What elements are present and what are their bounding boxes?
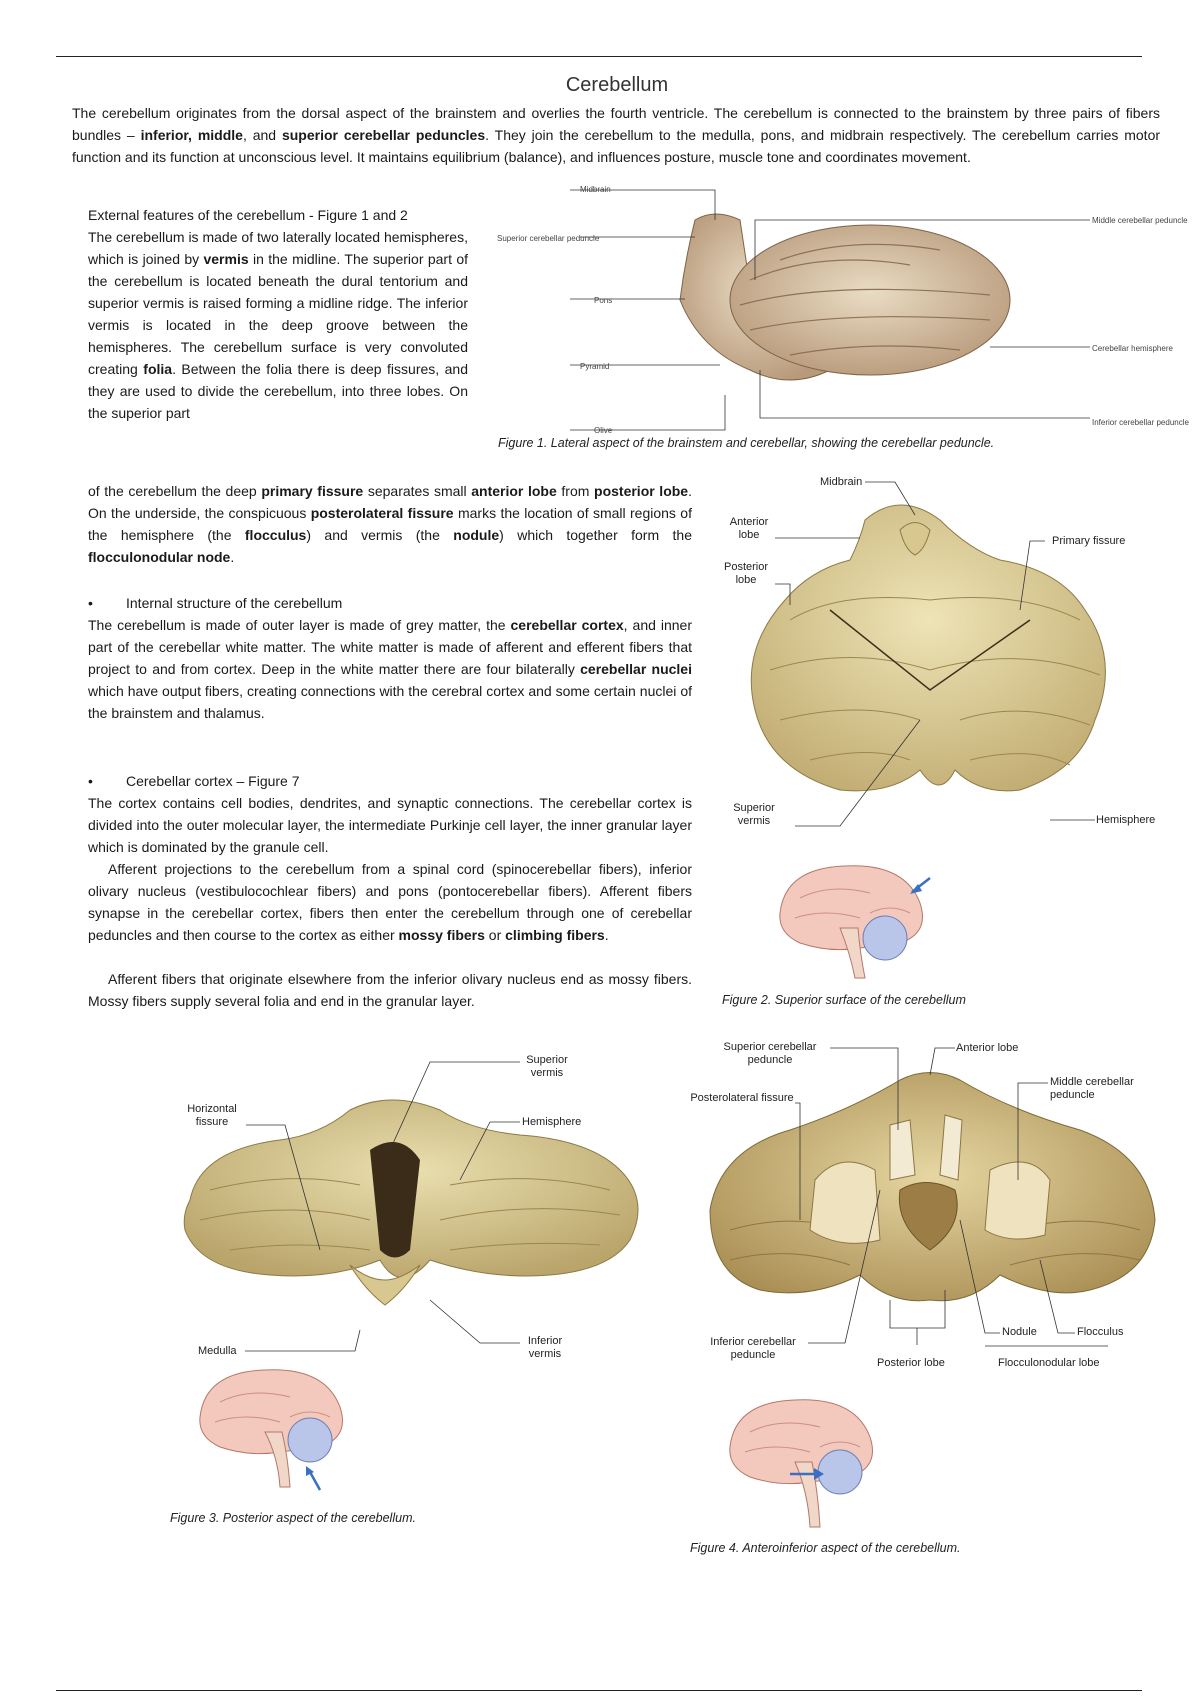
fig4-label-nodule: Nodule <box>1002 1326 1037 1338</box>
text: . Between the folia there is deep fissures, and they are used to divide the cerebellum, into three lobes. On the superior part <box>88 361 468 421</box>
text: or <box>484 927 506 943</box>
fig2-label-posterior-lobe: Posterior lobe <box>723 561 769 586</box>
intro-text: , and <box>242 127 282 143</box>
fig3-label-horizontal-fissure: Horizontal fissure <box>187 1103 237 1128</box>
text: which have output fibers, creating connections with the cerebral cortex and some certain nuclei of the brainstem and thalamus. <box>88 683 692 721</box>
term: anterior lobe <box>471 483 557 499</box>
fig3-label-superior-vermis: Superior vermis <box>526 1054 568 1079</box>
figure-4-caption: Figure 4. Anteroinferior aspect of the cerebellum. <box>690 1541 961 1555</box>
fig3-label-hemisphere: Hemisphere <box>522 1116 582 1128</box>
intro-text: The cerebellum originates from the dorsal aspect of the brainstem and overlies the fourth ventricle. The cerebellum is connected to the brainstem by three pairs of fibers bundles – <box>72 105 1160 143</box>
fig1-label-midbrain: Midbrain <box>580 185 611 194</box>
fig3-label-inferior-vermis: Inferior vermis <box>527 1335 563 1360</box>
fig1-label-pons: Pons <box>594 296 613 305</box>
text: The cerebellum is made of outer layer is made of grey matter, the <box>88 617 511 633</box>
term-folia: folia <box>143 361 173 377</box>
term: mossy fibers <box>398 927 485 943</box>
internal-heading-text: Internal structure of the cerebellum <box>126 595 343 611</box>
text: . <box>604 927 609 943</box>
cortex-paragraph-1: The cortex contains cell bodies, dendrites, and synaptic connections. The cerebellar cortex is divided into the outer molecular layer, the intermediate Purkinje cell layer, the inner granular layer which is dominated by the granule cell. <box>88 795 692 855</box>
intro-term-superior: superior cerebellar peduncles <box>281 127 486 143</box>
term: flocculus <box>244 527 307 543</box>
text: ) and vermis (the <box>306 527 454 543</box>
text: from <box>556 483 595 499</box>
fig2-label-superior-vermis: Superior vermis <box>733 802 775 827</box>
fig4-label-flocculus: Flocculus <box>1077 1326 1124 1338</box>
fig4-label-superior-peduncle: Superior cerebellar peduncle <box>723 1041 817 1066</box>
text: The cerebellum is made of two laterally located hemispheres, which is joined by <box>88 229 468 267</box>
fig4-label-middle-peduncle: Middle cerebellar peduncle <box>1050 1076 1134 1101</box>
intro-text: . They join the cerebellum to the medulla, pons, and midbrain respectively. The cerebellum carries motor function and its function at unconscious level. It maintains equilibrium (balance), and influences posture, muscle tone and coordinates movement. <box>72 127 1161 165</box>
page-title: Cerebellum <box>565 74 669 96</box>
figure-3-caption: Figure 3. Posterior aspect of the cerebellum. <box>170 1511 416 1525</box>
term-vermis: vermis <box>203 251 249 267</box>
figure-4-orientation-brain <box>720 1392 890 1532</box>
fig2-label-hemisphere: Hemisphere <box>1096 814 1156 826</box>
term: climbing fibers <box>505 927 605 943</box>
cortex-paragraph-3: Afferent fibers that originate elsewhere from the inferior olivary nucleus end as mossy fibers. Mossy fibers supply several folia and end in the granular layer. <box>88 971 692 1009</box>
text: , and inner part of the cerebellar white matter. The white matter is made of afferent and efferent fibers that project to and from cortex. Deep in the white matter there are four bilaterally <box>88 617 692 677</box>
term: posterior lobe <box>594 483 689 499</box>
fig4-label-posterior-lobe: Posterior lobe <box>877 1357 945 1369</box>
text: in the midline. The superior part of the cerebellum is located beneath the dural tentorium and superior vermis is raised forming a midline ridge. The inferior vermis is located in the deep groove between the hemispheres. The cerebellum surface is very convoluted creating <box>88 251 468 377</box>
fig2-label-primary-fissure: Primary fissure <box>1052 535 1126 547</box>
fig2-label-midbrain: Midbrain <box>820 476 863 488</box>
fig4-label-posterolateral-fissure: Posterolateral fissure <box>690 1092 794 1104</box>
fig3-label-medulla: Medulla <box>198 1345 237 1357</box>
bullet-dot: • <box>88 595 93 611</box>
term: cerebellar nuclei <box>580 661 692 677</box>
bullet-dot: • <box>88 773 93 789</box>
term: flocculonodular node <box>88 549 231 565</box>
fig1-label-superior-peduncle: Superior cerebellar peduncle <box>497 234 600 243</box>
fig4-label-flocculonodular-lobe: Flocculonodular lobe <box>998 1357 1100 1369</box>
text: of the cerebellum the deep <box>88 483 262 499</box>
figure-1-caption: Figure 1. Lateral aspect of the brainstem and cerebellar, showing the cerebellar peduncle. <box>498 436 995 450</box>
cortex-heading-text: Cerebellar cortex – Figure 7 <box>126 773 300 789</box>
fig1-label-olive: Olive <box>594 426 613 435</box>
text: . <box>230 549 235 565</box>
text: marks the location of small regions of the hemisphere (the <box>88 505 692 543</box>
text: Afferent projections to the cerebellum from a spinal cord (spinocerebellar fibers), inferior olivary nucleus (vestibulocochlear fibers) and pons (pontocerebellar fibers). Afferent fibers synapse in the cerebellar cortex, fibers then enter the cerebellum through one of cerebellar peduncles and then course to the cortex as either <box>88 861 692 943</box>
fig1-label-pyramid: Pyramid <box>580 362 610 371</box>
term: primary fissure <box>261 483 364 499</box>
fig1-label-middle-peduncle: Middle cerebellar peduncle <box>1092 216 1188 225</box>
fig2-label-anterior-lobe: Anterior lobe <box>729 516 769 541</box>
text: . On the underside, the conspicuous <box>88 483 692 521</box>
term: cerebellar cortex <box>510 617 624 633</box>
text: separates small <box>363 483 472 499</box>
term: nodule <box>453 527 500 543</box>
fig1-label-hemisphere: Cerebellar hemisphere <box>1092 344 1173 353</box>
fig1-label-inferior-peduncle: Inferior cerebellar peduncle <box>1092 418 1189 427</box>
term: posterolateral fissure <box>310 505 454 521</box>
fig4-label-anterior-lobe: Anterior lobe <box>956 1042 1019 1054</box>
fig4-label-inferior-peduncle: Inferior cerebellar peduncle <box>710 1336 796 1361</box>
figure-2-caption: Figure 2. Superior surface of the cerebellum <box>722 993 966 1007</box>
intro-term-inferior-middle: inferior, middle <box>140 127 243 143</box>
text: ) which together form the <box>499 527 692 543</box>
external-heading: External features of the cerebellum - Figure 1 and 2 <box>88 207 408 223</box>
